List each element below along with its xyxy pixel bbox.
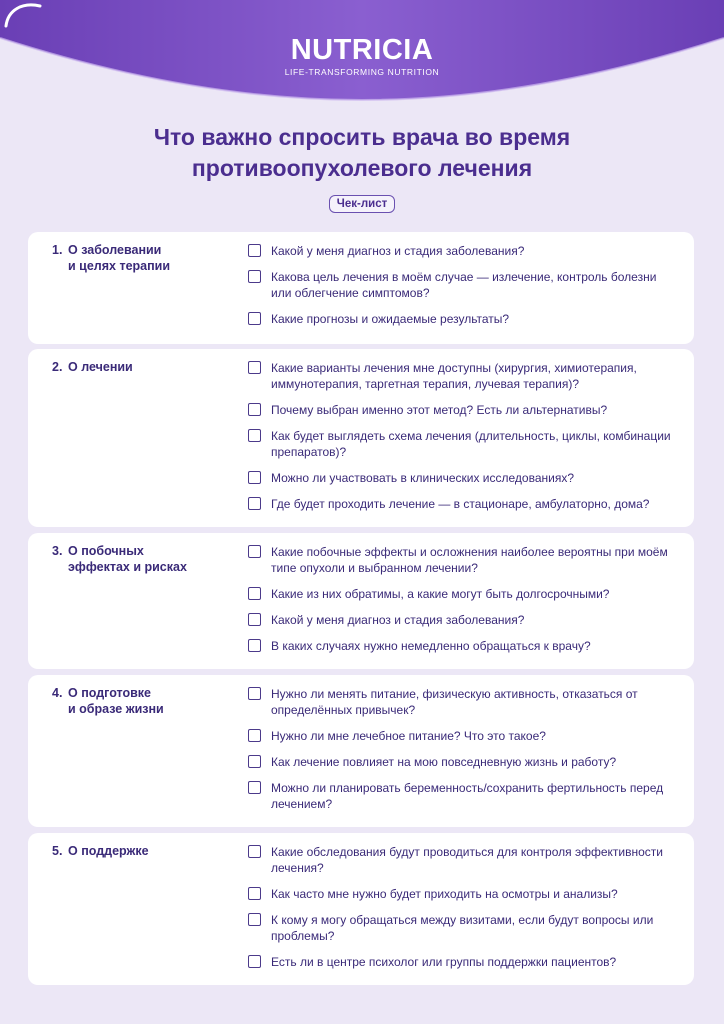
checklist-items [248, 243, 678, 337]
checklist-item-text: Почему выбран именно этот метод? Есть ли альтернативы? [271, 403, 608, 417]
section-title-line1: О поддержке [68, 844, 149, 858]
checklist-item-text: Какие прогнозы и ожидаемые результаты? [271, 312, 510, 326]
checkbox[interactable] [248, 729, 261, 742]
checklist-item-text: Нужно ли менять питание, физическую активность, отказаться от определённых привычек? [271, 687, 638, 717]
checklist-item [248, 754, 678, 770]
section-title-line2: эффектах и рисках [68, 560, 187, 574]
section-title [52, 685, 232, 717]
checkbox[interactable] [248, 887, 261, 900]
nutricia-logo [0, 0, 724, 100]
section-card-3 [28, 533, 694, 669]
checkbox[interactable] [248, 497, 261, 510]
page-title-line2: противоопухолевого лечения [191, 155, 533, 181]
checkbox[interactable] [248, 361, 261, 374]
checklist-item [248, 780, 678, 812]
checkbox[interactable] [248, 312, 261, 325]
checklist-items [248, 360, 678, 522]
section-title [52, 843, 232, 859]
checklist-item-text: Как будет выглядеть схема лечения (длительность, циклы, комбинации препаратов)? [271, 429, 671, 459]
checklist-item-text: Какие побочные эффекты и осложнения наиболее вероятны при моём типе опухоли и выбранном лечении? [271, 545, 668, 575]
checklist-item [248, 638, 678, 654]
checklist-badge: Чек-лист [329, 195, 395, 213]
checklist-item-text: В каких случаях нужно немедленно обращаться к врачу? [271, 639, 591, 653]
checkbox[interactable] [248, 587, 261, 600]
checklist-item [248, 912, 678, 944]
checklist-item-text: Какие из них обратимы, а какие могут быть долгосрочными? [271, 587, 610, 601]
checklist-item-text: Как часто мне нужно будет приходить на осмотры и анализы? [271, 887, 618, 901]
checklist-item [248, 686, 678, 718]
checkbox[interactable] [248, 429, 261, 442]
checklist-item [248, 243, 678, 259]
checkbox[interactable] [248, 471, 261, 484]
brand-name: NUTRICIA [290, 34, 434, 66]
checklist-item [248, 954, 678, 970]
checkbox[interactable] [248, 845, 261, 858]
checklist-item [248, 612, 678, 628]
checklist-item-text: К кому я могу обращаться между визитами, если будут вопросы или проблемы? [271, 913, 654, 943]
checkbox[interactable] [248, 270, 261, 283]
section-title-line1: О заболевании [68, 243, 162, 257]
section-title-line1: О лечении [68, 360, 133, 374]
checklist-item [248, 428, 678, 460]
checkbox[interactable] [248, 403, 261, 416]
checklist-item [248, 311, 678, 327]
checklist-items [248, 844, 678, 980]
checklist-item [248, 269, 678, 301]
section-card-2 [28, 349, 694, 527]
section-card-5 [28, 833, 694, 985]
checkbox[interactable] [248, 613, 261, 626]
checkbox[interactable] [248, 687, 261, 700]
checkbox[interactable] [248, 244, 261, 257]
page-title [0, 122, 724, 184]
checklist-item-text: Можно ли планировать беременность/сохранить фертильность перед лечением? [271, 781, 664, 811]
section-number: 5. [52, 844, 63, 858]
checkbox[interactable] [248, 639, 261, 652]
checklist-item-text: Нужно ли мне лечебное питание? Что это такое? [271, 729, 546, 743]
section-card-1 [28, 232, 694, 344]
brand-tagline: LIFE-TRANSFORMING NUTRITION [284, 67, 440, 77]
section-title-line1: О побочных [68, 544, 144, 558]
checkbox[interactable] [248, 545, 261, 558]
checklist-item [248, 470, 678, 486]
checklist-item-text: Можно ли участвовать в клинических исследованиях? [271, 471, 574, 485]
checklist-item-text: Какие обследования будут проводиться для контроля эффективности лечения? [271, 845, 663, 875]
section-title [52, 543, 232, 575]
checklist-item [248, 844, 678, 876]
checklist-item [248, 544, 678, 576]
checkbox[interactable] [248, 781, 261, 794]
checklist-item-text: Какой у меня диагноз и стадия заболевания? [271, 613, 525, 627]
checklist-item-text: Какой у меня диагноз и стадия заболевания? [271, 244, 525, 258]
checklist-item-text: Какова цель лечения в моём случае — излечение, контроль болезни или облегчение симптомов? [271, 270, 657, 300]
checklist-item [248, 496, 678, 512]
checkbox[interactable] [248, 755, 261, 768]
page-title-line1: Что важно спросить врача во время [153, 124, 571, 150]
checklist-item [248, 886, 678, 902]
section-title [52, 359, 232, 375]
checklist-item-text: Где будет проходить лечение — в стационаре, амбулаторно, дома? [271, 497, 650, 511]
checklist-item-text: Как лечение повлияет на мою повседневную жизнь и работу? [271, 755, 617, 769]
header-banner [0, 0, 724, 110]
section-title-line2: и целях терапии [68, 259, 171, 273]
checklist-item [248, 586, 678, 602]
checkbox[interactable] [248, 913, 261, 926]
section-title-line1: О подготовке [68, 686, 152, 700]
section-card-4 [28, 675, 694, 827]
checklist-item [248, 360, 678, 392]
checklist-item [248, 402, 678, 418]
checklist-items [248, 544, 678, 664]
section-number: 3. [52, 544, 63, 558]
logo-arc-icon [0, 0, 50, 30]
section-number: 4. [52, 686, 63, 700]
checklist-items [248, 686, 678, 822]
section-number: 2. [52, 360, 63, 374]
section-title-line2: и образе жизни [68, 702, 164, 716]
badge-container [0, 194, 724, 213]
section-number: 1. [52, 243, 63, 257]
section-title [52, 242, 232, 274]
checklist-item-text: Есть ли в центре психолог или группы поддержки пациентов? [271, 955, 617, 969]
checkbox[interactable] [248, 955, 261, 968]
checklist-item [248, 728, 678, 744]
checklist-item-text: Какие варианты лечения мне доступны (хирургия, химиотерапия, иммунотерапия, таргетная терапия, лучевая терапия)? [271, 361, 637, 391]
